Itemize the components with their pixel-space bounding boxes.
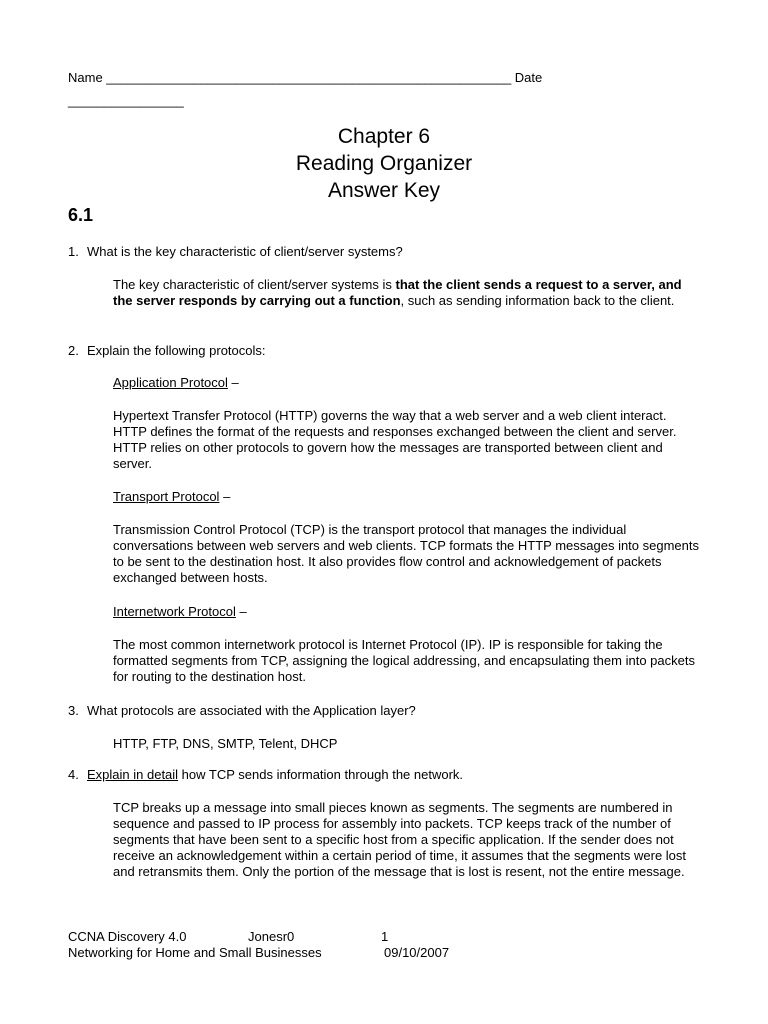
question-text: how TCP sends information through the network. [178, 767, 464, 782]
question-number: 3. [68, 703, 79, 718]
protocol-label-internetwork [113, 604, 703, 620]
protocol-dash: – [235, 604, 247, 619]
answer-key-title: Answer Key [327, 179, 441, 202]
answer-3: HTTP, FTP, DNS, SMTP, Telent, DHCP [113, 736, 338, 751]
footer-date: 09/10/2007 [384, 945, 450, 960]
footer-subtitle: Networking for Home and Small Businesses [68, 945, 322, 960]
answer-1 [113, 277, 703, 309]
protocol-desc-application: Hypertext Transfer Protocol (HTTP) governs the way that a web server and a web client interact. HTTP defines the format of the requests and responses exchanged between the client and server. HTTP relies on other protocols to govern how the messages are transported between client and server. [113, 408, 677, 471]
footer-author: Jonesr0 [248, 929, 295, 944]
question-number: 4. [68, 767, 79, 782]
question-2 [68, 343, 266, 359]
question-underlined-text: Explain in detail [87, 767, 179, 782]
question-text: What protocols are associated with the Application layer? [87, 703, 416, 718]
footer-course: CCNA Discovery 4.0 [68, 929, 187, 944]
protocol-dash: – [219, 489, 231, 504]
name-date-line: Name ________________________________________________________ Date [68, 70, 543, 85]
question-number: 1. [68, 244, 79, 259]
answer-4: TCP breaks up a message into small pieces known as segments. The segments are numbered in sequence and passed to IP process for assembly into packets. TCP keeps track of the number of segments that have been sent to a specific host from a specific application. If the sender does not receive an acknowledgement within a certain period of time, it assumes that the segments were lost and retransmits them. Only the portion of the message that is lost is resent, not the entire message. [113, 800, 687, 879]
organizer-title: Reading Organizer [295, 152, 473, 175]
question-text: What is the key characteristic of client/server systems? [87, 244, 403, 259]
question-4 [68, 767, 463, 783]
protocol-desc-transport: Transmission Control Protocol (TCP) is the transport protocol that manages the individual conversations between web servers and web clients. TCP formats the HTTP messages into segments to be sent to the destination host. It also provides flow control and acknowledgement of packets exchanged between hosts. [113, 522, 699, 585]
answer-bold-text: that the client sends a request to a server, and the server responds by carrying out a function [113, 277, 682, 308]
protocol-name: Application Protocol [113, 375, 228, 390]
protocol-label-transport [113, 489, 703, 505]
question-3 [68, 703, 416, 719]
protocol-name: Internetwork Protocol [113, 604, 236, 619]
question-number: 2. [68, 343, 79, 358]
footer-row-2 [68, 945, 708, 961]
footer-row-1 [68, 929, 708, 945]
protocol-name: Transport Protocol [113, 489, 220, 504]
date-underline: ________________ [68, 93, 184, 108]
answer-text: , such as sending information back to the client. [400, 293, 675, 308]
footer-page-number: 1 [381, 929, 389, 944]
question-1 [68, 244, 403, 260]
protocol-desc-internetwork: The most common internetwork protocol is Internet Protocol (IP). IP is responsible for taking the formatted segments from TCP, assigning the logical addressing, and encapsulating them into packets for routing to the destination host. [113, 637, 695, 684]
section-heading: 6.1 [68, 205, 94, 225]
chapter-title: Chapter 6 [337, 125, 431, 148]
question-text: Explain the following protocols: [87, 343, 266, 358]
protocol-dash: – [227, 375, 239, 390]
protocol-label-application [113, 375, 703, 391]
title-block [0, 123, 768, 204]
answer-text: The key characteristic of client/server systems is [113, 277, 396, 292]
